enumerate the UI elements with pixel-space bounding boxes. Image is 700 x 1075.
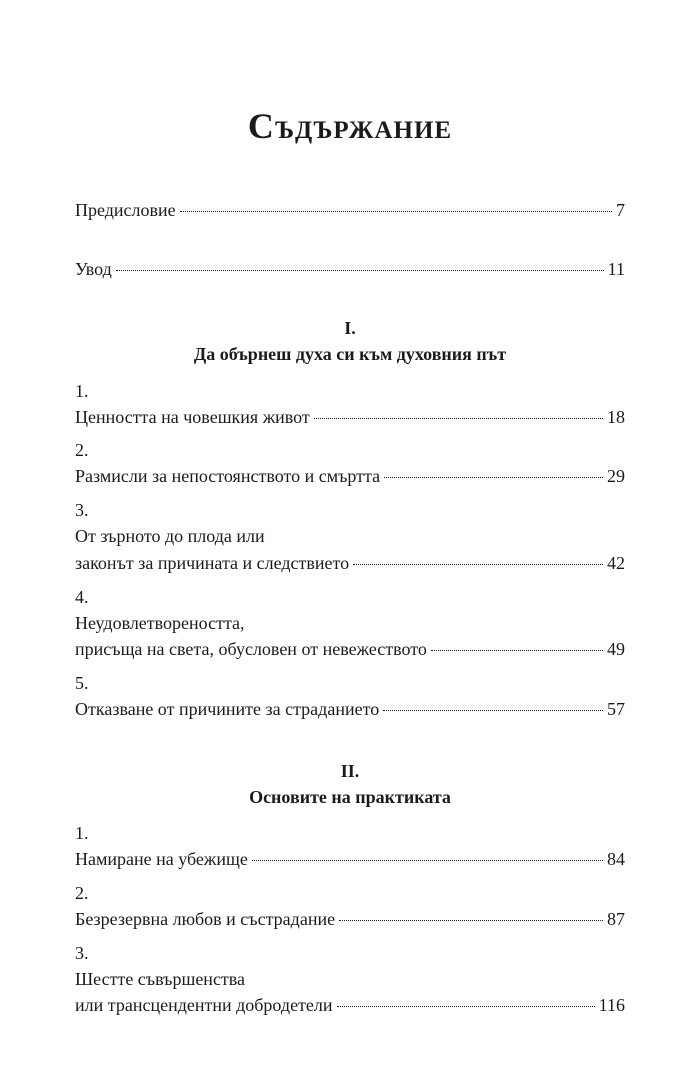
entry-page-number: 49 bbox=[607, 639, 625, 659]
entry-title: Безрезервна любов и състрадание bbox=[75, 909, 336, 929]
dot-leader bbox=[314, 418, 603, 419]
toc-entry-chapter[interactable] bbox=[75, 992, 625, 1018]
toc-entry-introduction[interactable] bbox=[75, 256, 625, 282]
dot-leader bbox=[337, 1006, 595, 1007]
dot-leader bbox=[180, 211, 612, 212]
chapter-number: 1. bbox=[75, 823, 89, 843]
entry-title: Отказване от причините за страданието bbox=[75, 699, 380, 719]
entry-title-line: От зърното до плода или bbox=[75, 526, 265, 546]
entry-page-number: 84 bbox=[607, 849, 625, 869]
toc-entry-chapter[interactable] bbox=[75, 463, 625, 489]
part-title: Да обърнеш духа си към духовния път bbox=[193, 344, 507, 364]
entry-title: Намиране на убежище bbox=[75, 849, 248, 869]
entry-title: Размисли за непостоянството и смъртта bbox=[75, 466, 381, 486]
toc-entry-chapter[interactable] bbox=[75, 550, 625, 576]
dot-leader bbox=[431, 650, 603, 651]
entry-page-number: 87 bbox=[607, 909, 625, 929]
entry-page-number: 7 bbox=[616, 200, 625, 220]
toc-entry-chapter[interactable] bbox=[75, 404, 625, 430]
toc-entry-chapter[interactable] bbox=[75, 846, 625, 872]
dot-leader bbox=[353, 564, 603, 565]
entry-page-number: 18 bbox=[607, 407, 625, 427]
dot-leader bbox=[384, 477, 603, 478]
entry-title: Увод bbox=[75, 259, 112, 279]
entry-page-number: 11 bbox=[607, 259, 625, 279]
entry-title: Ценността на човешкия живот bbox=[75, 407, 310, 427]
chapter-number: 1. bbox=[75, 381, 89, 401]
entry-page-number: 116 bbox=[598, 995, 625, 1015]
entry-page-number: 57 bbox=[607, 699, 625, 719]
dot-leader bbox=[116, 270, 604, 271]
chapter-number: 4. bbox=[75, 587, 89, 607]
part-numeral: I. bbox=[344, 318, 356, 338]
entry-title-line: Шестте съвършенства bbox=[75, 969, 246, 989]
part-title: Основите на практиката bbox=[249, 787, 451, 807]
entry-title: Предисловие bbox=[75, 200, 176, 220]
dot-leader bbox=[339, 920, 603, 921]
dot-leader bbox=[252, 860, 603, 861]
part-numeral: II. bbox=[340, 761, 360, 781]
dot-leader bbox=[383, 710, 603, 711]
entry-title-line: Неудовлетвореността, bbox=[75, 613, 245, 633]
entry-page-number: 42 bbox=[607, 553, 625, 573]
page-title: Съдържание bbox=[247, 106, 453, 146]
chapter-number: 3. bbox=[75, 943, 89, 963]
toc-entry-preface[interactable] bbox=[75, 197, 625, 223]
chapter-number: 2. bbox=[75, 883, 89, 903]
chapter-number: 3. bbox=[75, 500, 89, 520]
chapter-number: 2. bbox=[75, 440, 89, 460]
entry-title: присъща на света, обусловен от невежеството bbox=[75, 639, 427, 659]
toc-entry-chapter[interactable] bbox=[75, 906, 625, 932]
toc-entry-chapter[interactable] bbox=[75, 636, 625, 662]
chapter-number: 5. bbox=[75, 673, 89, 693]
entry-title: законът за причината и следствието bbox=[75, 553, 350, 573]
toc-entry-chapter[interactable] bbox=[75, 696, 625, 722]
entry-page-number: 29 bbox=[607, 466, 625, 486]
entry-title: или трансцендентни добродетели bbox=[75, 995, 333, 1015]
